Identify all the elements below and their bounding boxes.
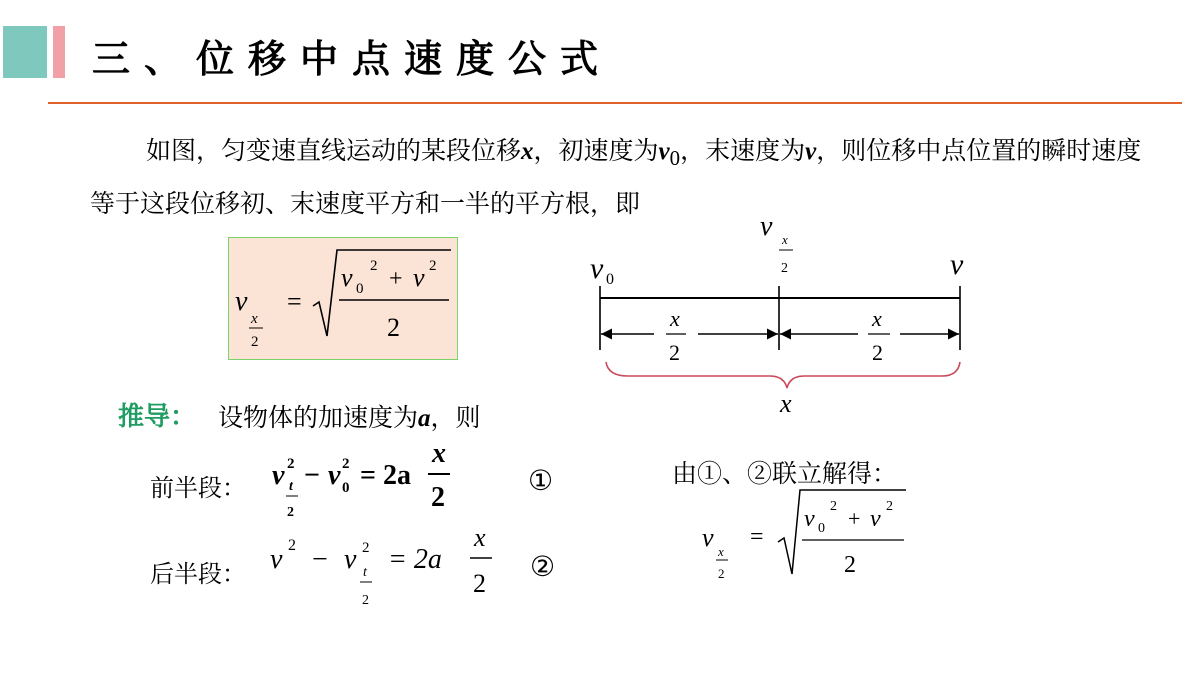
solution-plus: + <box>848 506 861 531</box>
eq1-frac-den: 2 <box>431 482 445 513</box>
eq1-sup: 2 <box>287 456 295 472</box>
eq2-v: v <box>270 544 283 575</box>
solution-equals: = <box>750 524 764 550</box>
formula-num-v0-sub: 0 <box>356 281 364 297</box>
header-pink-bar <box>53 26 65 78</box>
diagram-label-v0: v <box>590 252 604 285</box>
header-teal-block <box>3 26 47 78</box>
diagram-label-vmid: v <box>760 211 773 242</box>
symbol-a: a <box>418 405 431 432</box>
formula-lhs-v: v <box>235 286 248 317</box>
solution-num-v0: v <box>804 506 815 532</box>
intro-text-3: ，末速度为 <box>680 136 806 165</box>
derivation-text <box>218 398 481 434</box>
eq2-vt-sup: 2 <box>362 540 370 556</box>
derivation-label: 推导： <box>118 402 197 432</box>
page-title: 三、位移中点速度公式 <box>92 37 613 81</box>
formula-den: 2 <box>387 313 400 342</box>
back-half-label: 后半段： <box>150 560 246 588</box>
equation-2 <box>266 524 506 614</box>
eq2-minus: − <box>312 544 328 575</box>
symbol-v0: v <box>658 138 670 165</box>
left-half-num: x <box>670 306 680 331</box>
symbol-v0-sub: 0 <box>669 146 681 170</box>
solution-num-sup: 2 <box>830 499 837 514</box>
eq1-sub-num: t <box>289 479 293 494</box>
eq1-v0-sub: 0 <box>342 480 350 496</box>
formula-equals: = <box>287 287 302 316</box>
main-formula-box <box>228 237 458 360</box>
title-divider <box>48 102 1182 104</box>
circle-2: ② <box>530 550 556 583</box>
total-brace <box>606 362 960 388</box>
eq2-sup: 2 <box>288 537 296 554</box>
eq2-sub-den: 2 <box>362 593 369 608</box>
total-label: x <box>780 389 792 418</box>
right-half-den: 2 <box>872 340 883 365</box>
eq1-frac-num: x <box>432 440 446 469</box>
solution-formula <box>700 484 920 584</box>
diagram-label-vmid-sub-den: 2 <box>781 261 788 276</box>
equation-1 <box>268 440 468 520</box>
diagram-label-vmid-sub-num: x <box>782 232 788 247</box>
eq2-vt: v <box>344 544 357 575</box>
solution-lhs-v: v <box>702 523 714 552</box>
eq1-rhs: = 2a <box>360 460 411 491</box>
eq2-rhs: = 2a <box>388 544 442 575</box>
formula-num-v: v <box>413 263 425 292</box>
eq2-frac-num: x <box>474 524 486 552</box>
left-half-den: 2 <box>669 340 680 365</box>
main-formula <box>229 238 459 361</box>
diagram-label-v: v <box>950 248 964 281</box>
formula-lhs-sub-den: 2 <box>251 334 259 350</box>
right-half-num: x <box>872 306 882 331</box>
solution-num-v0-sub: 0 <box>818 521 825 536</box>
displacement-diagram <box>580 210 980 420</box>
solution-label: 由①、②联立解得： <box>672 459 898 488</box>
derivation-text-end: ，则 <box>430 403 481 432</box>
formula-lhs-sub-num: x <box>251 311 258 327</box>
eq1-v: v <box>272 460 285 491</box>
solution-lhs-sub-den: 2 <box>718 566 725 581</box>
intro-text-1: 如图，匀变速直线运动的某段位移 <box>146 136 522 165</box>
formula-plus: + <box>389 266 403 292</box>
eq1-v0-sup: 2 <box>342 456 350 472</box>
eq1-v0: v <box>328 460 341 491</box>
formula-num-sup: 2 <box>370 258 378 274</box>
symbol-x: x <box>521 138 534 165</box>
eq2-sub-num: t <box>363 565 367 580</box>
symbol-v: v <box>805 138 817 165</box>
eq2-frac-den: 2 <box>473 569 486 598</box>
front-half-label: 前半段： <box>150 474 246 502</box>
eq1-sub-den: 2 <box>287 505 294 520</box>
solution-den: 2 <box>844 552 856 578</box>
intro-text-4: ，则位移中点位置的瞬时速度等于这段位移初、末速度平方和一半的平方根，即 <box>90 136 1142 218</box>
intro-text-2: ，初速度为 <box>533 136 659 165</box>
solution-num-v: v <box>870 506 881 532</box>
formula-num-v0: v <box>341 263 353 292</box>
eq1-minus: − <box>304 460 320 491</box>
diagram-label-v0-sub: 0 <box>606 271 614 288</box>
solution-num-v-sup: 2 <box>886 499 893 514</box>
derivation-text-main: 设物体的加速度为 <box>218 403 419 432</box>
circle-1: ① <box>528 464 554 497</box>
solution-lhs-sub-num: x <box>718 544 724 559</box>
formula-num-v-sup: 2 <box>429 258 437 274</box>
